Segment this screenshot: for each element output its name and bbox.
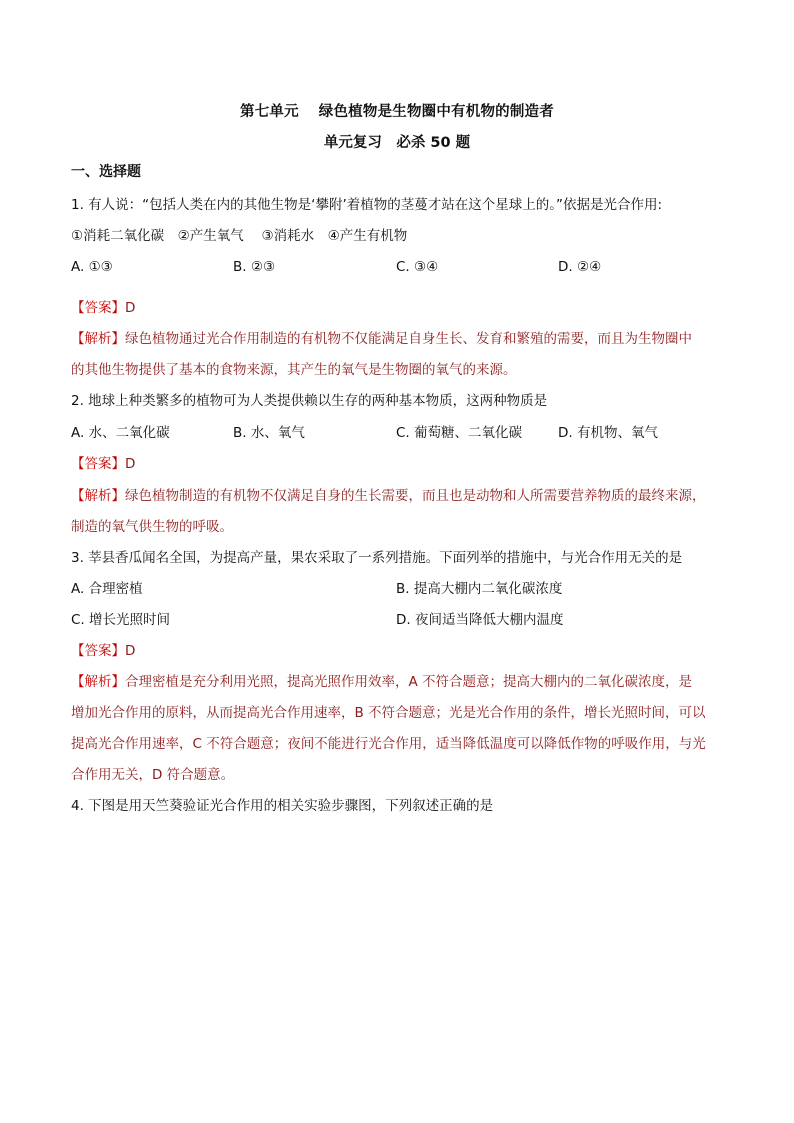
q3-option-d: D. 夜间适当降低大棚内温度	[396, 612, 564, 628]
q2-answer	[71, 454, 135, 474]
q2-stem: 2. 地球上种类繁多的植物可为人类提供赖以生存的两种基本物质，这两种物质是	[71, 393, 548, 409]
q2-analysis-line-1: 【解析】绿色植物制造的有机物不仅满足自身的生长需要，而且也是动物和人所需要营养物质的最终来源，	[71, 488, 706, 504]
q4-stem: 4. 下图是用天竺葵验证光合作用的相关实验步骤图，下列叙述正确的是	[71, 798, 494, 814]
answer-tag: 【答案】	[71, 643, 125, 659]
q2-option-d: D. 有机物、氧气	[558, 425, 658, 441]
q1-option-c: C. ③④	[396, 259, 439, 275]
q3-option-b: B. 提高大棚内二氧化碳浓度	[396, 581, 563, 597]
q1-option-d: D. ②④	[558, 259, 602, 275]
q3-option-c: C. 增长光照时间	[71, 612, 171, 628]
analysis-tag: 【解析】	[71, 488, 125, 504]
q1-items: ①消耗二氧化碳 ②产生氧气 ③消耗水 ④产生有机物	[71, 228, 408, 244]
q3-analysis-line-3: 提高光合作用速率，C 不符合题意；夜间不能进行光合作用，适当降低温度可以降低作物的呼吸作用，与光	[71, 736, 706, 752]
answer-value: D	[125, 456, 136, 472]
q1-analysis-line-2: 的其他生物提供了基本的食物来源，其产生的氧气是生物圈的氧气的来源。	[71, 362, 517, 378]
q2-option-b: B. 水、氧气	[233, 425, 305, 441]
q1-option-a: A. ①③	[71, 259, 113, 275]
analysis-tag: 【解析】	[71, 331, 125, 347]
q3-stem: 3. 莘县香瓜闻名全国，为提高产量，果农采取了一系列措施。下面列举的措施中，与光合作用无关的是	[71, 550, 683, 566]
q3-answer	[71, 641, 135, 661]
page-subtitle: 单元复习 必杀 50 题	[323, 135, 471, 151]
q3-analysis-line-4: 合作用无关，D 符合题意。	[71, 767, 235, 783]
q1-stem: 1. 有人说：“包括人类在内的其他生物是‘攀附’着植物的茎蔓才站在这个星球上的。”依据是光合作用:	[71, 197, 663, 213]
answer-tag: 【答案】	[71, 300, 125, 316]
q2-option-a: A. 水、二氧化碳	[71, 425, 170, 441]
answer-value: D	[125, 300, 136, 316]
page-title: 第七单元 绿色植物是生物圈中有机物的制造者	[240, 104, 554, 120]
answer-value: D	[125, 643, 136, 659]
q1-analysis-line-1: 【解析】绿色植物通过光合作用制造的有机物不仅能满足自身生长、发育和繁殖的需要，而且为生物圈中	[71, 331, 692, 347]
q1-answer	[71, 298, 135, 318]
answer-tag: 【答案】	[71, 456, 125, 472]
q3-analysis-line-1: 【解析】合理密植是充分利用光照，提高光照作用效率，A 不符合题意；提高大棚内的二氧化碳浓度，是	[71, 674, 693, 690]
analysis-tag: 【解析】	[71, 674, 125, 690]
section-heading: 一、选择题	[71, 164, 141, 180]
q2-analysis-line-2: 制造的氧气供生物的呼吸。	[71, 519, 233, 535]
q3-option-a: A. 合理密植	[71, 581, 143, 597]
q1-option-b: B. ②③	[233, 259, 276, 275]
q2-option-c: C. 葡萄糖、二氧化碳	[396, 425, 523, 441]
q3-analysis-line-2: 增加光合作用的原料，从而提高光合作用速率，B 不符合题意；光是光合作用的条件，增长光照时间，可以	[71, 705, 706, 721]
